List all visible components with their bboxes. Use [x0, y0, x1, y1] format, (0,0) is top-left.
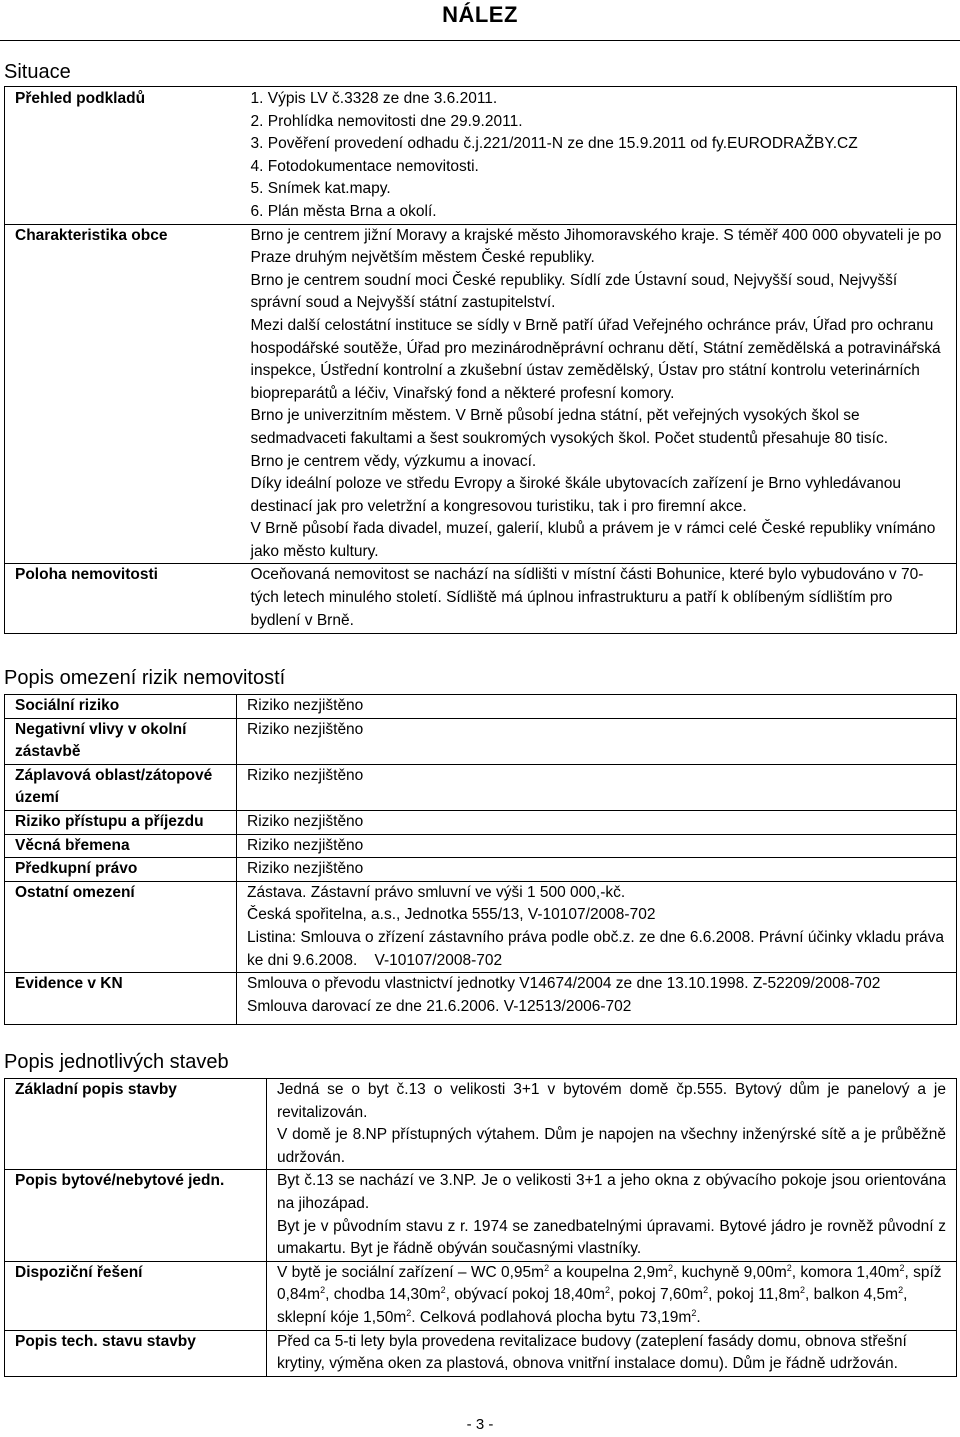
section-heading-staveb: Popis jednotlivých staveb: [4, 1051, 229, 1073]
superscript: 2: [800, 1285, 806, 1296]
text-fragment: , pokoj 11,8m: [708, 1286, 801, 1304]
superscript: 2: [691, 1307, 697, 1318]
table-row: [5, 695, 957, 719]
popis-bytove-jednotky-value: [267, 1170, 957, 1261]
poloha-nemovitosti-text: Oceňovaná nemovitost se nachází na sídlišti v místní části Bohunice, které bylo vybudováno v 70-tých letech minulého století. Sídliště má úplnou infrastrukturu a patří k oblíbeným sídlištím pro bydlení v Brně.: [250, 566, 924, 629]
list-item: 5. Snímek kat.mapy.: [250, 180, 391, 198]
paragraph: Brno je centrem soudní moci České republiky. Sídlí zde Ústavní soud, Nejvyšší soud, Nejvyšší správní soud a Nejvyšší státní zastupitelství.: [250, 271, 898, 312]
zakladni-popis-value: [267, 1079, 957, 1170]
paragraph: Byt č.13 se nachází ve 3.NP. Je o velikosti 3+1 a jeho okna z obývacího pokoje jsou orientována na jihozápad.: [277, 1172, 946, 1212]
riziko-value: Riziko nezjištěno: [237, 718, 957, 764]
paragraph: Brno je univerzitním městem. V Brně působí jedna státní, pět veřejných vysokých škol se sedmadvaceti fakultami a šest soukromých vysokých škol. Počet studentů přesahuje 80 tisíc.: [250, 407, 889, 447]
paragraph: Zástava. Zástavní právo smluvní ve výši 1 500 000,-kč.: [247, 883, 626, 901]
table-row: [5, 764, 957, 810]
superscript: 2: [605, 1285, 611, 1296]
poloha-nemovitosti-label: Poloha nemovitosti: [15, 566, 158, 584]
superscript: 2: [440, 1285, 446, 1296]
table-row: [5, 834, 957, 858]
table-row: [5, 973, 957, 1025]
riziko-value: Riziko nezjištěno: [237, 810, 957, 834]
riziko-label: Záplavová oblast/zátopové území: [5, 764, 237, 810]
paragraph: Listina: Smlouva o zřízení zástavního práva podle obč.z. ze dne 6.6.2008. Právní účinky vkladu práva ke dni 9.6.2008. V-10107/2008-702: [247, 928, 949, 969]
ostatni-omezeni-label: Ostatní omezení: [5, 881, 237, 972]
paragraph: Brno je centrem jižní Moravy a krajské město Jihomoravského kraje. S téměř 400 000 obyvateli je po Praze druhým největším městem České republiky.: [250, 226, 942, 267]
list-item: 2. Prohlídka nemovitosti dne 29.9.2011.: [250, 112, 523, 130]
table-row: [5, 858, 957, 882]
table-row: [5, 1079, 957, 1170]
text-fragment: , komora 1,40m: [791, 1263, 900, 1281]
text-fragment: , balkon 4,5m: [805, 1286, 899, 1304]
paragraph: Smlouva darovací ze dne 21.6.2006. V-12513/2006-702: [247, 997, 632, 1015]
dispozicni-reseni-label: Dispoziční řešení: [5, 1261, 267, 1330]
paragraph: Byt je v původním stavu z r. 1974 se zanedbatelnými úpravami. Bytové jádro je rovněž původní z umakartu. Byt je řádně obýván současnými vlastníky.: [277, 1217, 946, 1258]
riziko-label: Předkupní právo: [5, 858, 237, 882]
charakteristika-obce-label: Charakteristika obce: [5, 224, 227, 564]
text-fragment: V bytě je sociální zařízení – WC 0,95m: [277, 1263, 545, 1281]
table-row: [5, 810, 957, 834]
charakteristika-obce-text: [227, 224, 957, 564]
superscript: 2: [899, 1262, 905, 1273]
superscript: 2: [544, 1262, 550, 1273]
text-fragment: , pokoj 7,60m: [610, 1286, 704, 1304]
section-heading-situace: Situace: [4, 61, 71, 83]
ostatni-omezeni-value: [237, 881, 957, 972]
table-row: [5, 564, 957, 634]
riziko-label: Věcná břemena: [5, 834, 237, 858]
text-fragment: , obývací pokoj 18,40m: [445, 1286, 606, 1304]
list-item: 1. Výpis LV č.3328 ze dne 3.6.2011.: [250, 90, 498, 107]
evidence-kn-label: Evidence v KN: [5, 973, 237, 1025]
table-row: [5, 1170, 957, 1261]
superscript: 2: [668, 1262, 674, 1273]
podklady-list: [251, 88, 947, 224]
tech-stav-value: Před ca 5-ti lety byla provedena revitalizace budovy (zateplení fasády domu, obnova střešní krytiny, výměna oken za plastová, obnova vnitřní instalace domu). Dům je řádně udržován.: [267, 1330, 957, 1376]
riziko-label: Negativní vlivy v okolní zástavbě: [5, 718, 237, 764]
superscript: 2: [406, 1307, 412, 1318]
paragraph: V domě je 8.NP přístupných výtahem. Dům je napojen na všechny inženýrské sítě a je průběžně udržován.: [277, 1126, 946, 1166]
zakladni-popis-label: Základní popis stavby: [5, 1079, 267, 1170]
list-item: 4. Fotodokumentace nemovitosti.: [250, 157, 479, 175]
superscript: 2: [320, 1285, 326, 1296]
superscript: 2: [898, 1285, 904, 1296]
list-item: 3. Pověření provedení odhadu č.j.221/2011-N ze dne 15.9.2011 od fy.EURODRAŽBY.CZ: [250, 135, 858, 153]
popis-bytove-jednotky-label: Popis bytové/nebytové jedn.: [5, 1170, 267, 1261]
text-fragment: , spíž 0,84m: [277, 1263, 942, 1304]
text-fragment: . Celková podlahová plocha bytu 73,19m: [411, 1308, 692, 1326]
section-heading-rizika: Popis omezení rizik nemovitostí: [4, 667, 286, 689]
paragraph: Brno je centrem vědy, výzkumu a inovací.: [250, 452, 537, 470]
riziko-label: Sociální riziko: [5, 695, 237, 719]
riziko-value: Riziko nezjištěno: [237, 858, 957, 882]
superscript: 2: [703, 1285, 709, 1296]
situace-table: [4, 86, 957, 634]
text-fragment: , sklepní kóje 1,50m: [277, 1286, 908, 1326]
superscript: 2: [786, 1262, 792, 1273]
prehled-podkladu-label: Přehled podkladů: [5, 87, 227, 225]
tech-stav-label: Popis tech. stavu stavby: [5, 1330, 267, 1376]
riziko-value: Riziko nezjištěno: [237, 834, 957, 858]
text-fragment: , chodba 14,30m: [325, 1286, 441, 1304]
table-row: [5, 881, 957, 972]
paragraph: Jedná se o byt č.13 o velikosti 3+1 v bytovém domě čp.555. Bytový dům je panelový a je revitalizován.: [277, 1081, 946, 1121]
text-fragment: a koupelna 2,9m: [549, 1263, 668, 1281]
paragraph: Díky ideální poloze ve středu Evropy a široké škále ubytovacích zařízení je Brno vyhledávanou destinací jak pro veletržní a kongresovou turistiku, tak i pro firemní akce.: [250, 475, 901, 515]
evidence-kn-value: [237, 973, 957, 1025]
paragraph: Česká spořitelna, a.s., Jednotka 555/13, V-10107/2008-702: [247, 906, 656, 924]
riziko-label: Riziko přístupu a příjezdu: [5, 810, 237, 834]
riziko-value: Riziko nezjištěno: [237, 764, 957, 810]
paragraph: Mezi další celostátní instituce se sídly v Brně patří úřad Veřejného ochránce práv, Úřad pro ochranu hospodářské soutěže, Úřad pro mezinárodněprávní ochranu dětí, Státní zemědělská a potravinářská inspekce, Ústřední kontrolní a zkušební ústav zemědělský, Ústav pro státní kontrolu veterinárních biopreparátů a léčiv, Vinařský fond a některé profesní komory.: [250, 316, 941, 402]
text-fragment: , kuchyně 9,00m: [673, 1263, 787, 1281]
riziko-value: Riziko nezjištěno: [237, 695, 957, 719]
table-row: [5, 1261, 957, 1330]
dispozicni-reseni-value: [267, 1261, 957, 1330]
page-number: - 3 -: [466, 1416, 494, 1433]
rizika-table: [4, 694, 957, 1025]
table-row: [5, 718, 957, 764]
table-row: [5, 87, 957, 225]
list-item: 6. Plán města Brna a okolí.: [250, 202, 437, 220]
document-header: [0, 0, 960, 41]
document-title: NÁLEZ: [442, 2, 518, 27]
table-row: [5, 224, 957, 564]
paragraph: V Brně působí řada divadel, muzeí, galerií, klubů a právem je v rámci celé České republiky vnímáno jako město kultury.: [250, 520, 936, 560]
text-fragment: .: [696, 1308, 701, 1326]
table-row: [5, 1330, 957, 1376]
staveb-table: [4, 1078, 957, 1377]
paragraph: Smlouva o převodu vlastnictví jednotky V14674/2004 ze dne 13.10.1998. Z-52209/2008-702: [247, 975, 881, 993]
